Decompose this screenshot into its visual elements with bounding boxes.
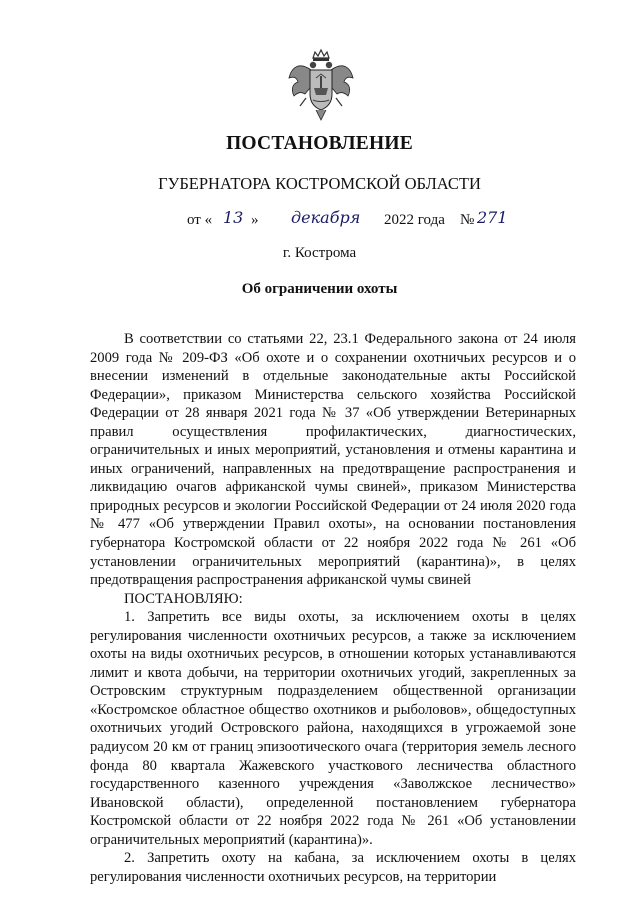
date-year: 2022 года — [384, 212, 445, 228]
document-title: ПОСТАНОВЛЕНИЕ — [226, 133, 413, 154]
item-1-paragraph: 1. Запретить все виды охоты, за исключением охоты в целях регулирования численности охотничьих ресурсов, а также за исключением охоты на виды охотничьих ресурсов, в отношении которых устанавливаются лимит и квота добычи, на территории охотничьих угодий, закрепленных за Островским структурным подразделением общественной организации «Костромское областное общество охотников и рыболовов», общедоступных охотничьих угодий Островского района, находящихся в угрожаемой зоне радиусом 20 км от границ эпизоотического очага (территория земель лесного фонда 80 квартала Жажевского участкового лесничества областного государственного казенного учреждения «Заволжское лесничество» Ивановской области), определенной постановлением губернатора Костромской области от 22 ноября 2022 года № 261 «Об установлении ограничительных мероприятий (карантина)». — [90, 609, 576, 848]
document-body — [90, 330, 576, 886]
number-prefix: № — [460, 212, 475, 228]
date-day-handwritten: 13 — [223, 208, 244, 227]
document-city: г. Кострома — [282, 245, 357, 261]
preamble-paragraph: В соответствии со статьями 22, 23.1 Федерального закона от 24 июля 2009 года № 209-ФЗ «Об охоте и о сохранении охотничьих ресурсов и о внесении изменений в отдельные законодательные акты Российской Федерации», приказом Министерства сельского хозяйства Российской Федерации от 28 января 2021 года № 37 «Об утверждении Ветеринарных правил осуществления профилактических, диагностических, ограничительных и иных мероприятий, установления и отмены карантина и иных ограничений, направленных на предотвращение распространения и ликвидацию очагов африканской чумы свиней», приказом Министерства природных ресурсов и экологии Российской Федерации от 24 июля 2020 года № 477 «Об утверждении Правил охоты», на основании постановления губернатора Костромской области от 22 ноября 2022 года № 261 «Об установлении ограничительных мероприятий (карантина)», в целях предотвращения распространения африканской чумы свиней — [90, 331, 576, 589]
date-prefix: от « — [187, 212, 213, 228]
date-day-close: » — [251, 212, 259, 228]
document-issuer: ГУБЕРНАТОРА КОСТРОМСКОЙ ОБЛАСТИ — [158, 174, 481, 193]
decree-word: ПОСТАНОВЛЯЮ: — [124, 590, 243, 607]
item-2-paragraph: 2. Запретить охоту на кабана, за исключением охоты в целях регулирования численности охотничьих ресурсов, на территории — [90, 850, 576, 885]
date-month-handwritten: декабря — [291, 208, 361, 227]
document-date-line — [187, 210, 527, 236]
document-number-handwritten: 271 — [477, 208, 508, 227]
document-heading: Об ограничении охоты — [241, 281, 398, 297]
coat-of-arms-icon — [286, 48, 356, 126]
